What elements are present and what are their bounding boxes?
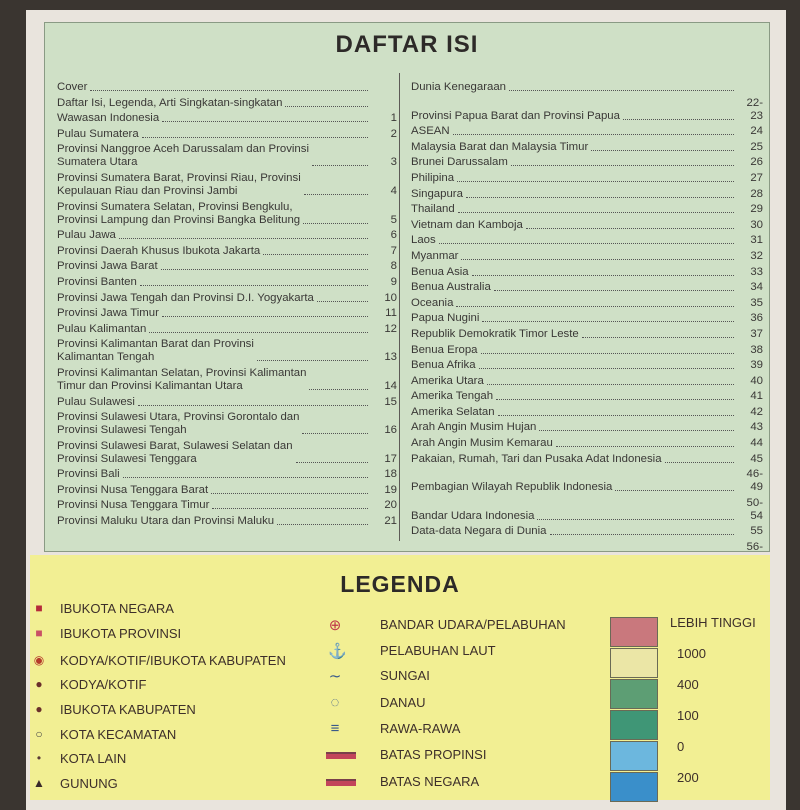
toc-leader-dots (456, 306, 734, 307)
toc-leader-dots (162, 316, 368, 317)
toc-entry-text: Provinsi Nusa Tenggara Timur (57, 499, 210, 512)
toc-entry-text: Provinsi Sulawesi Utara, Provinsi Gorontalo dan Provinsi Sulawesi Tengah (57, 411, 300, 437)
toc-page-number: 1 (390, 112, 397, 125)
toc-page-number: 10 (384, 291, 397, 304)
legend-label: BATAS PROPINSI (380, 747, 487, 762)
dot-icon: ● (35, 677, 43, 691)
toc-leader-dots (472, 275, 734, 276)
toc-entry-text: Pulau Sumatera (57, 127, 139, 140)
elevation-swatch (610, 710, 658, 740)
toc-leader-dots (494, 290, 734, 291)
toc-entry-text: Pakaian, Rumah, Tari dan Pusaka Adat Indonesia (411, 452, 662, 465)
elevation-label: 100 (677, 708, 699, 723)
toc-entry (411, 250, 763, 263)
toc-entry-text: Provinsi Daerah Khusus Ibukota Jakarta (57, 244, 261, 257)
toc-entry-text: Benua Asia (411, 265, 469, 278)
toc-entry (411, 97, 763, 123)
toc-entry (57, 276, 397, 289)
elevation-label: 200 (677, 770, 699, 785)
toc-leader-dots (537, 519, 734, 520)
toc-entry (411, 81, 763, 94)
toc-leader-dots (257, 360, 368, 361)
toc-leader-dots (212, 508, 368, 509)
legend-label: KODYA/KOTIF/IBUKOTA KABUPATEN (60, 653, 286, 668)
elevation-swatch (610, 617, 658, 647)
toc-entry-text: Pulau Jawa (57, 229, 116, 242)
toc-page-number: 41 (750, 390, 763, 403)
toc-entry-text: Pulau Kalimantan (57, 322, 147, 335)
toc-leader-dots (479, 368, 734, 369)
toc-page-number: 38 (750, 343, 763, 356)
toc-leader-dots (509, 90, 734, 91)
toc-leader-dots (526, 228, 734, 229)
toc-entry (411, 203, 763, 216)
toc-entry-text: Malaysia Barat dan Malaysia Timur (411, 140, 589, 153)
toc-entry-text: Republik Demokratik Timor Leste (411, 327, 579, 340)
toc-entry-text: Benua Australia (411, 281, 491, 294)
toc-leader-dots (615, 490, 734, 491)
toc-page-number: 12 (384, 322, 397, 335)
toc-entry (411, 344, 763, 357)
toc-entry (411, 421, 763, 434)
toc-page-number: 33 (750, 265, 763, 278)
toc-leader-dots (498, 415, 734, 416)
toc-leader-dots (466, 197, 734, 198)
toc-entry-text: Arah Angin Musim Kemarau (411, 437, 553, 450)
toc-page-number: 45 (750, 452, 763, 465)
toc-leader-dots (591, 150, 734, 151)
toc-leader-dots (90, 90, 368, 91)
toc-entry-text: Wawasan Indonesia (57, 112, 160, 125)
dot-ring-icon: ◉ (33, 653, 45, 667)
toc-page-number: 14 (384, 379, 397, 392)
toc-entry (57, 112, 397, 125)
toc-page-number: 6 (390, 229, 397, 242)
airport-icon: ⊕ (328, 617, 342, 634)
toc-entry (57, 499, 397, 512)
toc-leader-dots (138, 405, 368, 406)
toc-entry (411, 266, 763, 279)
toc-entry (411, 234, 763, 247)
toc-entry (411, 328, 763, 341)
toc-entry (57, 201, 397, 227)
toc-entry (411, 497, 763, 523)
toc-page-number: 42 (750, 405, 763, 418)
toc-page-number: 5 (390, 213, 397, 226)
elevation-label: 0 (677, 739, 685, 754)
toc-page-number: 11 (385, 307, 397, 320)
toc-entry (411, 125, 763, 138)
toc-leader-dots (453, 134, 734, 135)
legend-label: BATAS NEGARA (380, 774, 480, 789)
toc-entry-text: ASEAN (411, 125, 450, 138)
toc-entry (57, 81, 397, 94)
toc-page-number: 44 (750, 437, 763, 450)
toc-entry-text: Benua Eropa (411, 343, 478, 356)
lake-icon: ◌ (330, 694, 340, 711)
legend-label: GUNUNG (60, 776, 118, 791)
toc-leader-dots (556, 446, 734, 447)
square-red-icon: ■ (35, 601, 43, 615)
toc-page-number: 32 (750, 249, 763, 262)
toc-entry (411, 172, 763, 185)
circle-icon: ○ (35, 727, 43, 741)
toc-entry (411, 281, 763, 294)
toc-entry-text: Amerika Tengah (411, 390, 494, 403)
toc-entry (57, 292, 397, 305)
toc-leader-dots (539, 430, 734, 431)
legend-label: IBUKOTA KABUPATEN (60, 702, 196, 717)
toc-entry-text: Cover (57, 81, 88, 93)
elevation-label: 1000 (677, 646, 706, 661)
toc-entry-text: Provinsi Papua Barat dan Provinsi Papua (411, 109, 620, 122)
toc-entry-text: Amerika Utara (411, 374, 484, 387)
legend-label: KOTA LAIN (60, 751, 127, 766)
toc-entry (57, 307, 397, 320)
toc-page-number: 56- (746, 541, 763, 554)
river-icon: ∼ (328, 668, 342, 685)
toc-entry (411, 156, 763, 169)
toc-page-number: 30 (750, 218, 763, 231)
toc-leader-dots (582, 337, 734, 338)
toc-leader-dots (487, 384, 734, 385)
toc-page-number: 7 (390, 244, 397, 257)
toc-page-number: 19 (384, 483, 397, 496)
toc-page-number: 40 (750, 374, 763, 387)
toc-entry (411, 359, 763, 372)
legend-label: BANDAR UDARA/PELABUHAN (380, 617, 566, 632)
toc-leader-dots (458, 212, 734, 213)
toc-entry (411, 406, 763, 419)
elevation-label: 400 (677, 677, 699, 692)
toc-page-number: 2 (390, 127, 397, 140)
legend-section (30, 555, 770, 800)
legend-label: PELABUHAN LAUT (380, 643, 496, 658)
toc-leader-dots (303, 223, 368, 224)
toc-entry-text: Benua Afrika (411, 359, 476, 372)
toc-entry (411, 390, 763, 403)
toc-leader-dots (317, 301, 368, 302)
toc-page-number: 35 (750, 296, 763, 309)
legend-label: KODYA/KOTIF (60, 677, 147, 692)
toc-entry-text: Myanmar (411, 249, 459, 262)
anchor-icon: ⚓ (328, 643, 347, 660)
toc-leader-dots (162, 121, 368, 122)
toc-leader-dots (277, 524, 368, 525)
toc-leader-dots (149, 332, 368, 333)
toc-entry (411, 219, 763, 232)
toc-entry (57, 468, 397, 481)
toc-entry-text: Oceania (411, 296, 454, 309)
toc-page-number: 22-23 (746, 96, 763, 122)
toc-page-number: 25 (750, 140, 763, 153)
toc-entry (411, 437, 763, 450)
toc-entry (411, 525, 763, 538)
toc-entry-text: Laos (411, 234, 436, 247)
toc-entry (57, 411, 397, 437)
toc-entry (57, 128, 397, 141)
toc-page-number: 21 (384, 515, 397, 528)
elevation-swatch (610, 741, 658, 771)
toc-entry (411, 375, 763, 388)
toc-page-number: 8 (390, 260, 397, 273)
toc-entry-text: Brunei Darussalam (411, 156, 508, 169)
toc-entry-text: Daftar Isi, Legenda, Arti Singkatan-singkatan (57, 96, 283, 109)
toc-page-number: 39 (750, 359, 763, 372)
toc-entry (57, 515, 397, 528)
toc-leader-dots (263, 254, 368, 255)
toc-entry-text: Provinsi Jawa Barat (57, 260, 158, 273)
toc-entry (57, 143, 397, 169)
toc-page-number: 29 (750, 203, 763, 216)
toc-leader-dots (481, 353, 735, 354)
toc-leader-dots (496, 399, 734, 400)
toc-leader-dots (161, 269, 368, 270)
triangle-icon: ▲ (33, 776, 45, 790)
toc-leader-dots (511, 165, 734, 166)
toc-page-number: 13 (384, 351, 397, 364)
toc-title: DAFTAR ISI (335, 31, 479, 58)
toc-page-number: 24 (750, 125, 763, 138)
toc-leader-dots (142, 137, 368, 138)
toc-entry-text: Provinsi Sumatera Barat, Provinsi Riau, Provinsi Kepulauan Riau dan Provinsi Jambi (57, 171, 301, 197)
toc-entry-text: Provinsi Kalimantan Selatan, Provinsi Kalimantan Timur dan Provinsi Kalimantan Utara (57, 366, 307, 392)
toc-entry-text: Papua Nugini (411, 312, 480, 325)
toc-entry-text: Philipina (411, 171, 455, 184)
toc-leader-dots (304, 194, 368, 195)
swamp-icon: ≡ (330, 720, 340, 737)
toc-entry (57, 97, 397, 110)
toc-page-number: 36 (750, 312, 763, 325)
toc-page-number: 3 (390, 156, 397, 169)
legend-label: SUNGAI (380, 668, 430, 683)
toc-entry-text: Provinsi Kalimantan Barat dan Provinsi Kalimantan Tengah (57, 338, 254, 364)
toc-leader-dots (211, 493, 368, 494)
toc-leader-dots (482, 321, 734, 322)
toc-entry (411, 453, 763, 466)
toc-entry-text: Singapura (411, 187, 463, 200)
toc-entry-text: Vietnam dan Kamboja (411, 218, 523, 231)
toc-leader-dots (302, 433, 368, 434)
toc-page-number: 34 (750, 281, 763, 294)
legend-label: DANAU (380, 695, 426, 710)
toc-entry-text: Provinsi Sulawesi Barat, Sulawesi Selatan dan Provinsi Sulawesi Tenggara (57, 439, 293, 465)
elevation-label: LEBIH TINGGI (670, 615, 756, 630)
toc-entry (57, 367, 397, 393)
elevation-swatch (610, 648, 658, 678)
toc-entry (57, 440, 397, 466)
toc-right-column (411, 81, 763, 598)
toc-leader-dots (457, 181, 734, 182)
toc-entry (411, 312, 763, 325)
toc-page-number: 46-49 (746, 468, 763, 494)
toc-entry (57, 396, 397, 409)
toc-divider (399, 73, 400, 541)
toc-entry-text: Data-data Negara di Dunia (411, 525, 547, 538)
toc-entry-text: Provinsi Jawa Timur (57, 307, 159, 320)
toc-entry (57, 260, 397, 273)
province-border-icon (326, 752, 356, 759)
table-of-contents (44, 22, 770, 552)
toc-entry (57, 172, 397, 198)
toc-entry-text: Dunia Kenegaraan (411, 81, 506, 93)
toc-entry-text: Provinsi Bali (57, 468, 120, 481)
toc-page-number: 4 (390, 184, 397, 197)
toc-entry-text: Provinsi Nanggroe Aceh Darussalam dan Provinsi Sumatera Utara (57, 143, 309, 169)
toc-entry-text: Amerika Selatan (411, 405, 495, 418)
legend-title: LEGENDA (340, 571, 460, 597)
toc-entry (57, 484, 397, 497)
toc-page-number: 43 (750, 421, 763, 434)
toc-leader-dots (550, 534, 734, 535)
toc-page-number: 26 (750, 156, 763, 169)
toc-page-number: 20 (384, 499, 397, 512)
toc-leader-dots (312, 165, 368, 166)
toc-entry-text: Provinsi Sumatera Selatan, Provinsi Bengkulu, Provinsi Lampung dan Provinsi Bangka Belitung (57, 200, 301, 226)
legend-label: IBUKOTA NEGARA (60, 601, 174, 616)
toc-entry (57, 323, 397, 336)
toc-page-number: 55 (750, 525, 763, 538)
square-pink-icon: ■ (35, 626, 43, 640)
toc-page-number: 50-54 (746, 496, 763, 522)
dot-icon: ● (35, 702, 43, 716)
toc-leader-dots (309, 389, 368, 390)
toc-entry (411, 141, 763, 154)
legend-label: IBUKOTA PROVINSI (60, 626, 182, 641)
toc-entry (57, 245, 397, 258)
elevation-swatch (610, 772, 658, 802)
toc-entry-text: Provinsi Nusa Tenggara Barat (57, 483, 209, 496)
toc-entry-text: Pulau Sulawesi (57, 395, 135, 408)
toc-page-number: 27 (750, 171, 763, 184)
toc-page-number: 18 (384, 468, 397, 481)
toc-entry (411, 468, 763, 494)
small-dot-icon: • (36, 751, 42, 765)
toc-leader-dots (439, 243, 734, 244)
toc-leader-dots (461, 259, 734, 260)
country-border-icon (326, 779, 356, 786)
toc-entry-text: Bandar Udara Indonesia (411, 509, 535, 522)
toc-leader-dots (123, 477, 368, 478)
toc-page-number: 31 (750, 234, 763, 247)
toc-entry-text: Pembagian Wilayah Republik Indonesia (411, 481, 613, 494)
toc-leader-dots (140, 285, 368, 286)
toc-entry-text: Arah Angin Musim Hujan (411, 421, 537, 434)
toc-entry-text: Provinsi Banten (57, 275, 137, 288)
toc-entry-text: Provinsi Maluku Utara dan Provinsi Maluku (57, 515, 275, 528)
toc-leader-dots (119, 238, 368, 239)
toc-leader-dots (623, 119, 734, 120)
toc-page-number: 37 (750, 327, 763, 340)
toc-leader-dots (296, 462, 368, 463)
toc-entry (411, 188, 763, 201)
toc-page-number: 16 (384, 424, 397, 437)
toc-leader-dots (665, 462, 734, 463)
toc-entry-text: Provinsi Jawa Tengah dan Provinsi D.I. Yogyakarta (57, 291, 314, 304)
toc-leader-dots (285, 106, 368, 107)
toc-page-number: 28 (750, 187, 763, 200)
toc-entry (57, 338, 397, 364)
legend-label: KOTA KECAMATAN (60, 727, 177, 742)
toc-page-number: 15 (384, 395, 397, 408)
toc-entry-text: Thailand (411, 203, 455, 216)
toc-page-number: 9 (390, 275, 397, 288)
toc-entry (57, 229, 397, 242)
elevation-swatch (610, 679, 658, 709)
legend-label: RAWA-RAWA (380, 721, 461, 736)
toc-left-column (57, 81, 397, 531)
toc-page-number: 17 (384, 452, 397, 465)
toc-entry (411, 297, 763, 310)
